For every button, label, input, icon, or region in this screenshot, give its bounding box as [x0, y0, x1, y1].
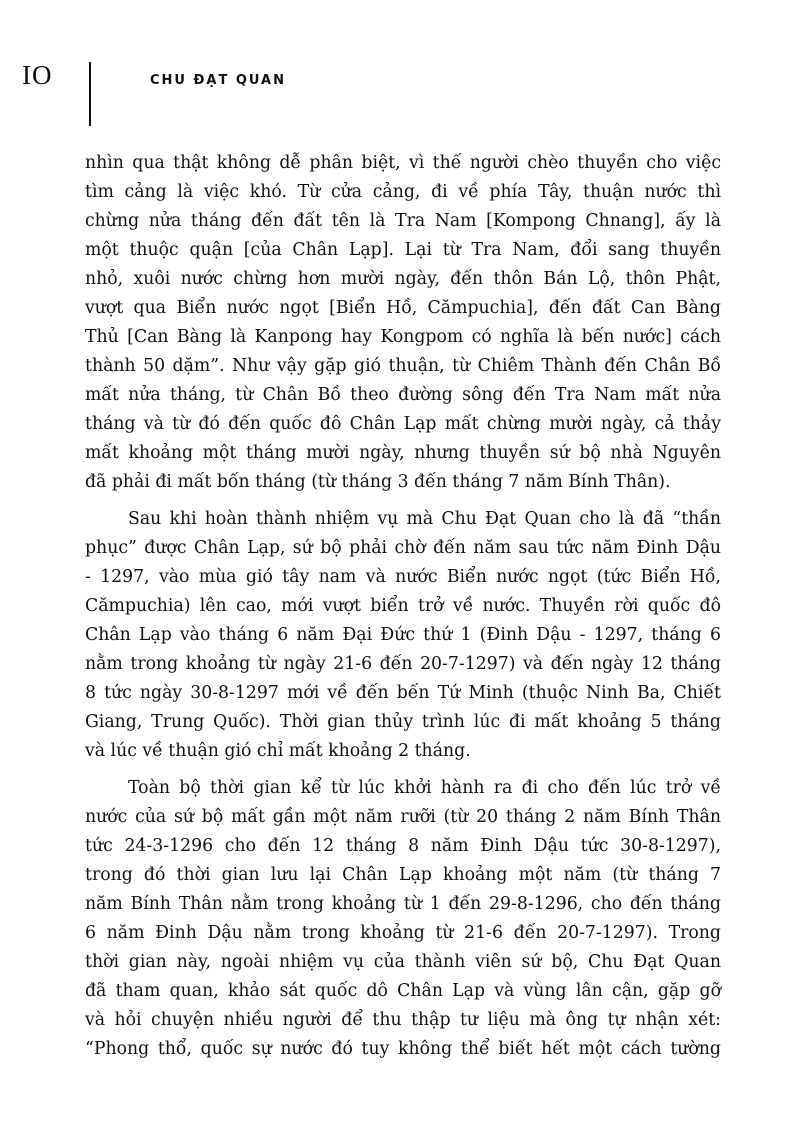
running-head: CHU ĐẠT QUAN [150, 73, 286, 88]
text-line: Thủ [Can Bàng là Kanpong hay Kongpom có nghĩa là bến nước] cách [85, 327, 721, 347]
text-line: nằm trong khoảng từ ngày 21-6 đến 20-7-1297) và đến ngày 12 tháng [85, 654, 721, 674]
text-line: 6 năm Đinh Dậu nằm trong khoảng từ 21-6 đến 20-7-1297). Trong [85, 923, 721, 943]
text-line: Giang, Trung Quốc). Thời gian thủy trình lúc đi mất khoảng 5 tháng [85, 712, 721, 732]
text-line: năm Bính Thân nằm trong khoảng từ 1 đến 29-8-1296, cho đến tháng [85, 894, 721, 914]
body-text [85, 149, 721, 1064]
paragraph [85, 774, 721, 1064]
text-line: 8 tức ngày 30-8-1297 mới về đến bến Tứ Minh (thuộc Ninh Ba, Chiết [85, 683, 721, 703]
page-number: IO [22, 60, 53, 90]
text-line: nhỏ, xuôi nước chừng hơn mười ngày, đến thôn Bán Lộ, thôn Phật, [85, 269, 721, 289]
text-line: tức 24-3-1296 cho đến 12 tháng 8 năm Đinh Dậu tức 30-8-1297), [85, 836, 721, 856]
text-line: trong đó thời gian lưu lại Chân Lạp khoảng một năm (từ tháng 7 [85, 865, 721, 885]
text-line: tìm cảng là việc khó. Từ cửa cảng, đi về phía Tây, thuận nước thì [85, 182, 721, 202]
paragraph [85, 149, 721, 497]
text-line: Chân Lạp vào tháng 6 năm Đại Đức thứ 1 (Đinh Dậu - 1297, tháng 6 [85, 625, 721, 645]
text-line: thành 50 dặm”. Như vậy gặp gió thuận, từ Chiêm Thành đến Chân Bồ [85, 356, 721, 376]
paragraph [85, 505, 721, 766]
text-line: và hỏi chuyện nhiều người để thu thập tư liệu mà ông tự nhận xét: [85, 1010, 721, 1030]
text-line: đã tham quan, khảo sát quốc dô Chân Lạp và vùng lân cận, gặp gỡ [85, 981, 721, 1001]
text-line: Sau khi hoàn thành nhiệm vụ mà Chu Đạt Quan cho là đã “thần [128, 509, 721, 529]
text-line: một thuộc quận [của Chân Lạp]. Lại từ Tra Nam, đổi sang thuyền [85, 240, 721, 260]
text-line: đã phải đi mất bốn tháng (từ tháng 3 đến tháng 7 năm Bính Thân). [85, 472, 671, 492]
text-line: - 1297, vào mùa gió tây nam và nước Biển nước ngọt (tức Biển Hồ, [85, 567, 721, 587]
text-line: và lúc về thuận gió chỉ mất khoảng 2 tháng. [85, 741, 471, 761]
text-line: mất khoảng một tháng mười ngày, nhưng thuyền sứ bộ nhà Nguyên [85, 443, 721, 463]
text-line: nhìn qua thật không dễ phân biệt, vì thế người chèo thuyền cho việc [85, 153, 721, 173]
header-divider [89, 62, 91, 126]
text-line: chừng nửa tháng đến đất tên là Tra Nam [Kompong Chnang], ấy là [85, 211, 721, 231]
text-line: mất nửa tháng, từ Chân Bồ theo đường sông đến Tra Nam mất nửa [85, 385, 721, 405]
text-line: Cămpuchia) lên cao, mới vượt biển trở về nước. Thuyền rời quốc đô [85, 596, 721, 616]
text-line: phục” được Chân Lạp, sứ bộ phải chờ đến năm sau tức năm Đinh Dậu [85, 538, 721, 558]
text-line: Toàn bộ thời gian kể từ lúc khởi hành ra đi cho đến lúc trở về [128, 778, 721, 798]
text-line: “Phong thổ, quốc sự nước đó tuy không thể biết hết một cách tường [85, 1039, 721, 1059]
text-line: nước của sứ bộ mất gần một năm rưỡi (từ 20 tháng 2 năm Bính Thân [85, 807, 721, 827]
text-line: tháng và từ đó đến quốc đô Chân Lạp mất chừng mười ngày, cả thảy [85, 414, 721, 434]
text-line: vượt qua Biển nước ngọt [Biển Hồ, Cămpuchia], đến đất Can Bàng [85, 298, 721, 318]
text-line: thời gian này, ngoài nhiệm vụ của thành viên sứ bộ, Chu Đạt Quan [85, 952, 721, 972]
